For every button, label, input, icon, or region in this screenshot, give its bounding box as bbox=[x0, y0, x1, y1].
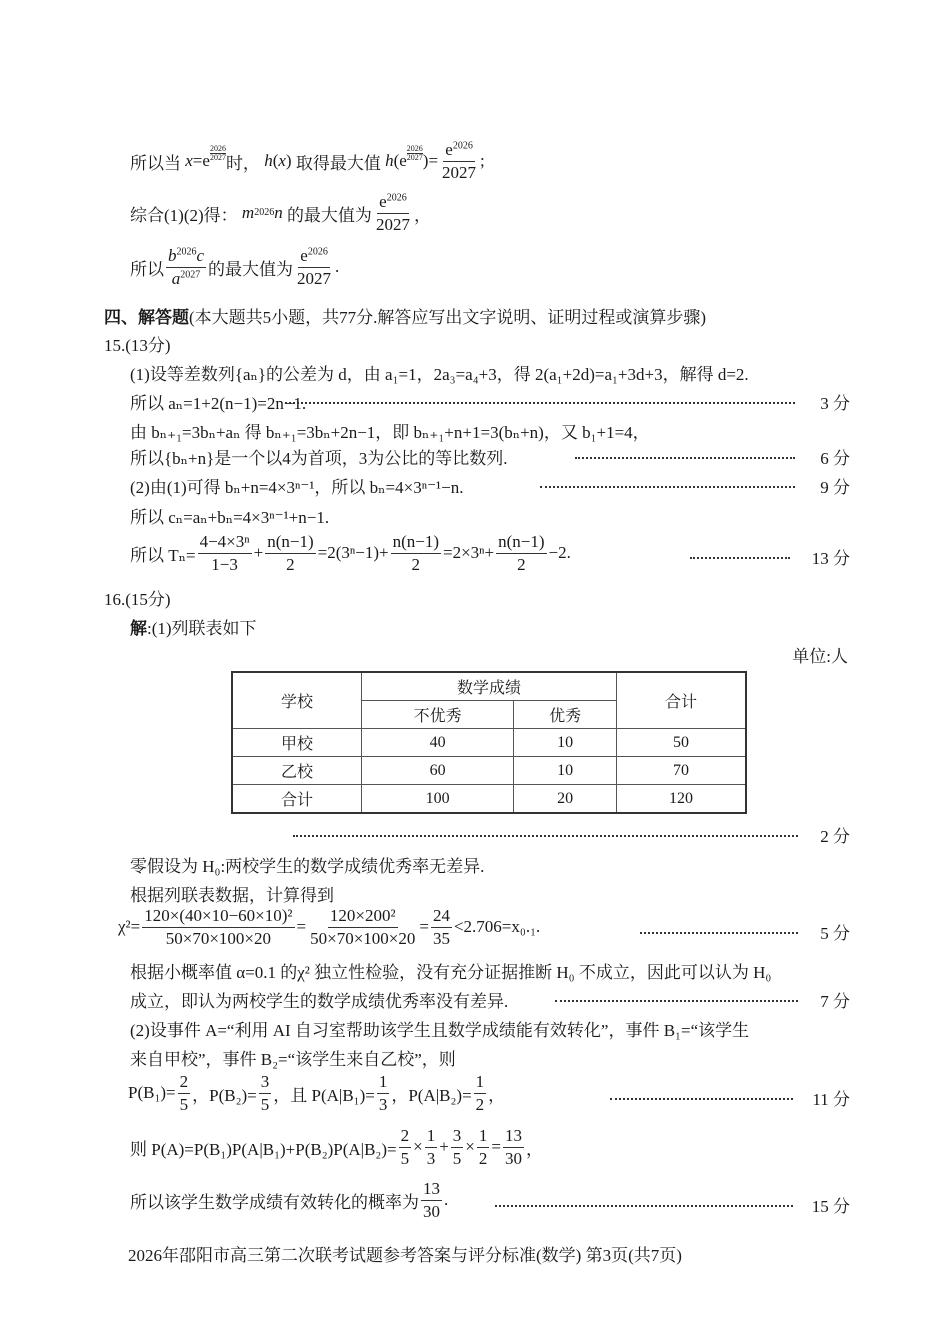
fraction: $\frac{3}{5}$ bbox=[452, 1126, 462, 1168]
th-total: 合计 bbox=[617, 672, 747, 729]
q15-line-2: 所以 aₙ=1+2(n−1)=2n−1. bbox=[130, 394, 307, 413]
fraction: $\frac{n(n-1)}{2}$ bbox=[498, 532, 545, 574]
fraction: $\frac{\text{120×(40×10−60×10)²}}{50\times 70\times 100\times 20}$ bbox=[144, 906, 293, 948]
th-excellent: 优秀 bbox=[514, 701, 617, 729]
dot-leader bbox=[640, 932, 798, 934]
q15-line-4: 所以{bₙ+n}是一个以4为首项，3为公比的等比数列. bbox=[130, 449, 508, 468]
cell: 50 bbox=[617, 729, 747, 757]
q15-line-7: 所以 Tₙ= $\frac{\text{4−4×3ⁿ}}{1-3}$ + $\frac{n(n-1)}{2}$ =2(3ⁿ−1)+ $\frac{n(n-1)}{2}$ =2×3ⁿ+ $\frac{n(n-1)}{2}$ −2. bbox=[130, 532, 571, 574]
score-mark: 13 分 bbox=[811, 549, 850, 568]
fraction: $\frac{b^{2026}c}{a^{2027}}$ bbox=[168, 246, 205, 288]
score-mark: 7 分 bbox=[820, 992, 850, 1011]
fraction: $\frac{n(n-1)}{2}$ bbox=[267, 532, 314, 574]
fraction: $\frac{1}{2}$ bbox=[475, 1072, 485, 1114]
contingency-table bbox=[231, 671, 747, 814]
dot-leader bbox=[293, 835, 798, 837]
q16-total-probability: 则 P(A)=P(B₁)P(A|B₁)+P(B₂)P(A|B₂)= $\frac{2}{5}$ × $\frac{1}{3}$ + $\frac{3}{5}$ × $\frac{1}{2}$ = $\frac{13}{30}$ ， bbox=[130, 1126, 543, 1168]
fraction: $\frac{\text{4−4×3ⁿ}}{1-3}$ bbox=[199, 532, 250, 574]
q16-calc: 根据列联表数据，计算得到 bbox=[130, 886, 334, 905]
cell: 100 bbox=[362, 785, 514, 814]
fraction: $\frac{13}{30}$ bbox=[423, 1179, 440, 1221]
score-mark: 6 分 bbox=[820, 449, 850, 468]
fraction: $\frac{3}{5}$ bbox=[260, 1072, 270, 1114]
fraction: $\frac{e^{2026}}{2027}$ bbox=[442, 140, 477, 182]
cell: 20 bbox=[514, 785, 617, 814]
section-note: (本大题共5小题，共77分.解答应写出文字说明、证明过程或演算步骤) bbox=[189, 308, 707, 327]
row-label: 甲校 bbox=[232, 729, 362, 757]
score-mark: 9 分 bbox=[820, 478, 850, 497]
fraction: $\frac{1}{2}$ bbox=[478, 1126, 488, 1168]
cell: 10 bbox=[514, 757, 617, 785]
fraction: $\frac{e^{2026}}{2027}$ bbox=[297, 246, 332, 288]
chi-square-formula: χ²= $\frac{\text{120×(40×10−60×10)²}}{50\times 70\times 100\times 20}$ = $\frac{\text{120×200²}}{50\times 70\times 100\times 20}$ = $\frac{24}{35}$ <2.706=x₀.₁. bbox=[118, 906, 541, 948]
q15-line-3: 由 bₙ₊₁=3bₙ+aₙ 得 bₙ₊₁=3bₙ+2n−1，即 bₙ₊₁+n+1=3(bₙ+n)，又 b₁+1=4， bbox=[130, 423, 650, 442]
q16-part2-line-1: (2)设事件 A=“利用 AI 自习室帮助该学生且数学成绩能有效转化”，事件 B₁=“该学生 bbox=[130, 1021, 750, 1040]
table-unit: 单位:人 bbox=[792, 647, 848, 666]
table-row bbox=[232, 785, 746, 814]
fraction: $\frac{2}{5}$ bbox=[179, 1072, 189, 1114]
q15-header: 15.(13分) bbox=[104, 336, 171, 355]
fraction: $\frac{n(n-1)}{2}$ bbox=[392, 532, 439, 574]
score-mark: 2 分 bbox=[820, 827, 850, 846]
score-mark: 3 分 bbox=[820, 394, 850, 413]
page-footer: 2026年邵阳市高三第二次联考试题参考答案与评分标准(数学) 第3页(共7页) bbox=[128, 1246, 682, 1265]
th-school: 学校 bbox=[232, 672, 362, 729]
th-not-excellent: 不优秀 bbox=[362, 701, 514, 729]
fraction: $\frac{1}{3}$ bbox=[426, 1126, 436, 1168]
q16-final: 所以该学生数学成绩有效转化的概率为 $\frac{13}{30}$ . bbox=[130, 1179, 449, 1221]
fraction: $\frac{24}{35}$ bbox=[432, 906, 450, 948]
cell: 70 bbox=[617, 757, 747, 785]
section-title: 四、解答题 bbox=[104, 308, 189, 327]
dot-leader bbox=[285, 402, 795, 404]
fraction: $\frac{e^{2026}}{2027}$ bbox=[375, 192, 410, 234]
score-mark: 15 分 bbox=[811, 1197, 850, 1216]
fraction: $\frac{2}{5}$ bbox=[400, 1126, 410, 1168]
solution-label: 解 bbox=[130, 619, 147, 638]
fraction: $\frac{1}{3}$ bbox=[378, 1072, 388, 1114]
q16-conclusion-2: 成立，即认为两校学生的数学成绩优秀率没有差异. bbox=[130, 992, 509, 1011]
fraction: $\frac{13}{30}$ bbox=[504, 1126, 522, 1168]
dot-leader bbox=[690, 557, 790, 559]
cell: 60 bbox=[362, 757, 514, 785]
q16-probabilities: P(B₁)= $\frac{2}{5}$ ，P(B₂)= $\frac{3}{5}$ ，且 P(A|B₁)= $\frac{1}{3}$ ，P(A|B₂)= $\frac{1}{2}$ ， bbox=[128, 1072, 506, 1114]
text: 所以当 bbox=[130, 153, 181, 173]
row-label: 乙校 bbox=[232, 757, 362, 785]
q16-header: 16.(15分) bbox=[104, 590, 171, 609]
q15-line-6: 所以 cₙ=aₙ+bₙ=4×3ⁿ⁻¹+n−1. bbox=[130, 508, 330, 527]
section-header bbox=[104, 303, 706, 328]
score-mark: 5 分 bbox=[820, 924, 850, 943]
cell: 120 bbox=[617, 785, 747, 814]
prev-line-2: 综合(1)(2)得： m 2026 n 的最大值为 $\frac{e^{2026}}{2027}$ ， bbox=[130, 192, 431, 234]
q15-line-1: (1)设等差数列{aₙ}的公差为 d，由 a₁=1，2a₃=a₄+3，得 2(a₁+2d)=a₁+3d+3，解得 d=2. bbox=[130, 365, 749, 384]
fraction: $\frac{\text{120×200²}}{50\times 70\times 100\times 20}$ bbox=[310, 906, 416, 948]
dot-leader bbox=[575, 457, 795, 459]
cell: 10 bbox=[514, 729, 617, 757]
table-row bbox=[232, 757, 746, 785]
dot-leader bbox=[495, 1205, 793, 1207]
q15-line-5: (2)由(1)可得 bₙ+n=4×3ⁿ⁻¹，所以 bₙ=4×3ⁿ⁻¹−n. bbox=[130, 478, 464, 497]
prev-line-3: 所以 $\frac{b^{2026}c}{a^{2027}}$ 的最大值为 $\frac{e^{2026}}{2027}$ . bbox=[130, 246, 340, 288]
q16-part2-line-2: 来自甲校”，事件 B₂=“该学生来自乙校”，则 bbox=[130, 1050, 456, 1069]
q16-h0: 零假设为 H₀:两校学生的数学成绩优秀率无差异. bbox=[130, 857, 485, 876]
dot-leader bbox=[555, 1000, 798, 1002]
dot-leader bbox=[610, 1098, 793, 1100]
th-math-score: 数学成绩 bbox=[362, 672, 617, 701]
q16-line-1: 解 :(1)列联表如下 bbox=[130, 614, 257, 639]
score-mark: 11 分 bbox=[812, 1090, 850, 1109]
row-label: 合计 bbox=[232, 785, 362, 814]
q16-conclusion-1: 根据小概率值 α=0.1 的χ² 独立性检验，没有充分证据推断 H₀ 不成立，因此可以认为 H₀ bbox=[130, 963, 772, 982]
cell: 40 bbox=[362, 729, 514, 757]
prev-line-1: 所以当 x = e $^{2026 2027}$ 时， h ( x ) 取得最大值 h ( e $^{2026 2027}$ )= $\frac{e^{2026}}{2027}$ ; bbox=[130, 140, 485, 182]
table-row bbox=[232, 729, 746, 757]
dot-leader bbox=[540, 486, 795, 488]
